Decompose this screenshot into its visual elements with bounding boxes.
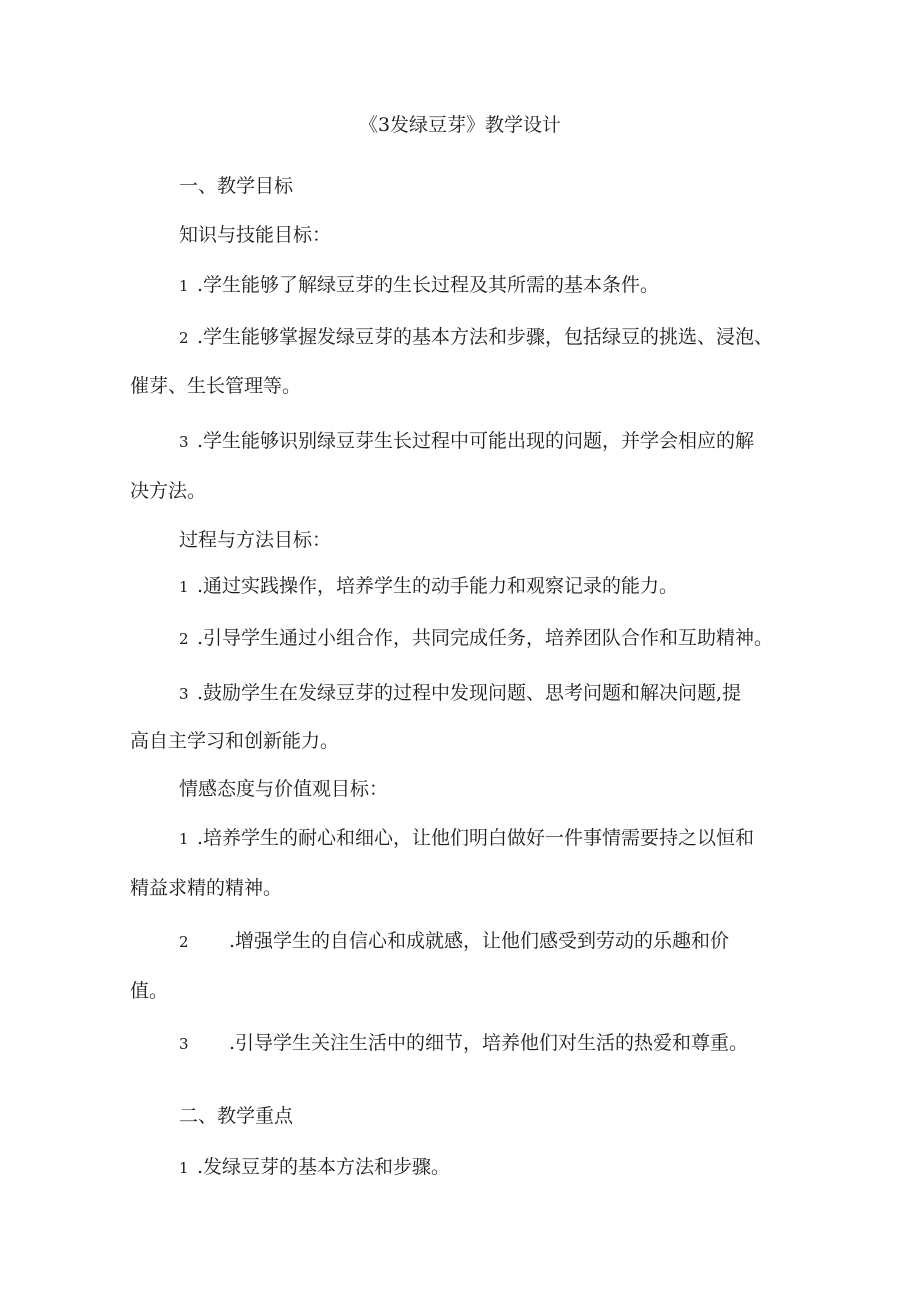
knowledge-item-1 [179, 272, 659, 299]
process-item-1 [179, 573, 678, 600]
emotion-item-2-continuation: 值。 [130, 980, 169, 1002]
item-number: 3 [179, 1035, 189, 1053]
item-number: 3 [179, 685, 189, 703]
section-heading-objectives: 一、教学目标 [179, 175, 294, 197]
item-number: 1 [179, 578, 189, 596]
process-item-2 [179, 625, 773, 652]
knowledge-item-2-continuation: 催芽、生长管理等。 [130, 375, 302, 397]
subheading-process-methods: 过程与方法目标： [179, 529, 332, 551]
emotion-item-2 [179, 928, 729, 955]
process-item-3 [179, 680, 741, 707]
subheading-knowledge-skills: 知识与技能目标： [179, 224, 332, 246]
item-text: .学生能够了解绿豆芽的生长过程及其所需的基本条件。 [197, 274, 660, 296]
item-number: 3 [179, 433, 189, 451]
emotion-item-1-continuation: 精益求精的精神。 [130, 877, 283, 899]
subheading-emotion-values: 情感态度与价值观目标： [179, 778, 389, 800]
key-point-item-1 [179, 1154, 450, 1181]
emotion-item-1 [179, 825, 754, 852]
section-heading-key-points: 二、教学重点 [179, 1105, 294, 1127]
item-number: 2 [179, 329, 189, 347]
process-item-3-continuation: 高自主学习和创新能力。 [130, 730, 340, 752]
item-text: .引导学生关注生活中的细节，培养他们对生活的热爱和尊重。 [229, 1032, 749, 1054]
item-text: .鼓励学生在发绿豆芽的过程中发现问题、思考问题和解决问题,提 [197, 682, 742, 704]
item-text: .增强学生的自信心和成就感，让他们感受到劳动的乐趣和价 [229, 930, 730, 952]
emotion-item-3 [179, 1030, 748, 1057]
item-number: 2 [179, 630, 189, 648]
item-number: 1 [179, 277, 189, 295]
item-text: .学生能够识别绿豆芽生长过程中可能出现的问题，并学会相应的解 [197, 430, 755, 452]
item-text: .引导学生通过小组合作，共同完成任务，培养团队合作和互助精神。 [197, 627, 774, 649]
document-title: 《3发绿豆芽》教学设计 [358, 114, 562, 136]
item-text: .培养学生的耐心和细心，让他们明白做好一件事情需要持之以恒和 [197, 827, 755, 849]
knowledge-item-3-continuation: 决方法。 [130, 480, 207, 502]
item-number: 2 [179, 933, 189, 951]
item-text: .发绿豆芽的基本方法和步骤。 [197, 1156, 451, 1178]
item-text: .通过实践操作，培养学生的动手能力和观察记录的能力。 [197, 575, 679, 597]
item-number: 1 [179, 830, 189, 848]
knowledge-item-2 [179, 324, 773, 351]
item-text: .学生能够掌握发绿豆芽的基本方法和步骤，包括绿豆的挑选、浸泡、 [197, 326, 774, 348]
item-number: 1 [179, 1159, 189, 1177]
knowledge-item-3 [179, 428, 754, 455]
